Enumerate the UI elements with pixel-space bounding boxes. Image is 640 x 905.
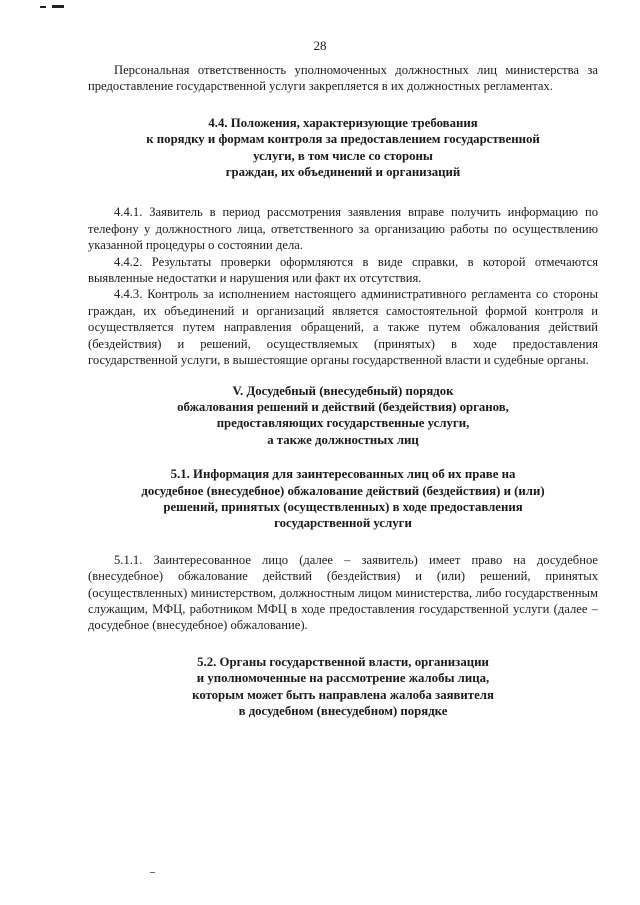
heading-line: а также должностных лиц [267, 432, 419, 447]
page-number: 28 [313, 38, 327, 53]
heading-line: которым может быть направлена жалоба заявителя [192, 687, 494, 702]
paragraph-4-4-3: 4.4.3. Контроль за исполнением настоящего административного регламента со стороны граждан, их объединений и организаций является самостоятельной формой контроля и осуществляется путем направления обращений, а также путем обжалования действий (бездействия) и решений, осуществляемых (принятых) в ходе предоставления государственной услуги, в вышестоящие органы государственной власти и судебные органы. [88, 287, 598, 368]
heading-line: в досудебном (внесудебном) порядке [238, 704, 448, 718]
heading-line: досудебное (внесудебное) обжалование действий (бездействия) и (или) [141, 483, 545, 498]
scan-speck [150, 872, 155, 873]
heading-5-2 [88, 654, 598, 720]
heading-4-4 [88, 115, 598, 181]
heading-line: 4.4. Положения, характеризующие требования [208, 115, 478, 130]
heading-line: к порядку и формам контроля за предоставлением государственной [146, 132, 540, 147]
heading-line: государственной услуги [274, 516, 412, 531]
document-body [88, 62, 598, 719]
paragraph-5-1-1: 5.1.1. Заинтересованное лицо (далее – заявитель) имеет право на досудебное (внесудебное) обжалование действий (бездействия) и (или) решений, принятых (осуществленных) министерством, должностным лицом министерства, либо государственным служащим, МФЦ, работником МФЦ в ходе предоставления государственной услуги (далее – досудебное (внесудебное) обжалование). [88, 552, 598, 633]
heading-line: услуги, в том числе со стороны [253, 148, 433, 163]
heading-line: предоставляющих государственные услуги, [216, 416, 470, 431]
paragraph-4-4-1: 4.4.1. Заявитель в период рассмотрения заявления вправе получить информацию по телефону у должностного лица, ответственного за организацию работы по осуществлению указанной процедуры о состоянии дела. [88, 205, 598, 253]
paragraph-responsibility: Персональная ответственность уполномоченных должностных лиц министерства за предоставление государственной услуги закрепляется в их должностных регламентах. [88, 63, 598, 94]
heading-section-5 [88, 383, 598, 449]
heading-line: V. Досудебный (внесудебный) порядок [232, 383, 454, 398]
paragraph-4-4-2: 4.4.2. Результаты проверки оформляются в виде справки, в которой отмечаются выявленные недостатки и нарушения или факт их отсутствия. [88, 254, 598, 286]
scan-mark [40, 6, 46, 8]
heading-line: 5.1. Информация для заинтересованных лиц об их праве на [170, 467, 516, 482]
scan-mark [52, 5, 64, 8]
heading-line: 5.2. Органы государственной власти, организации [197, 654, 489, 669]
heading-line: решений, принятых (осуществленных) в ходе предоставления [163, 499, 523, 514]
heading-line: граждан, их объединений и организаций [225, 165, 461, 180]
heading-line: обжалования решений и действий (бездействия) органов, [177, 399, 509, 414]
heading-line: и уполномоченные на рассмотрение жалобы лица, [196, 671, 490, 686]
heading-5-1 [88, 466, 598, 532]
